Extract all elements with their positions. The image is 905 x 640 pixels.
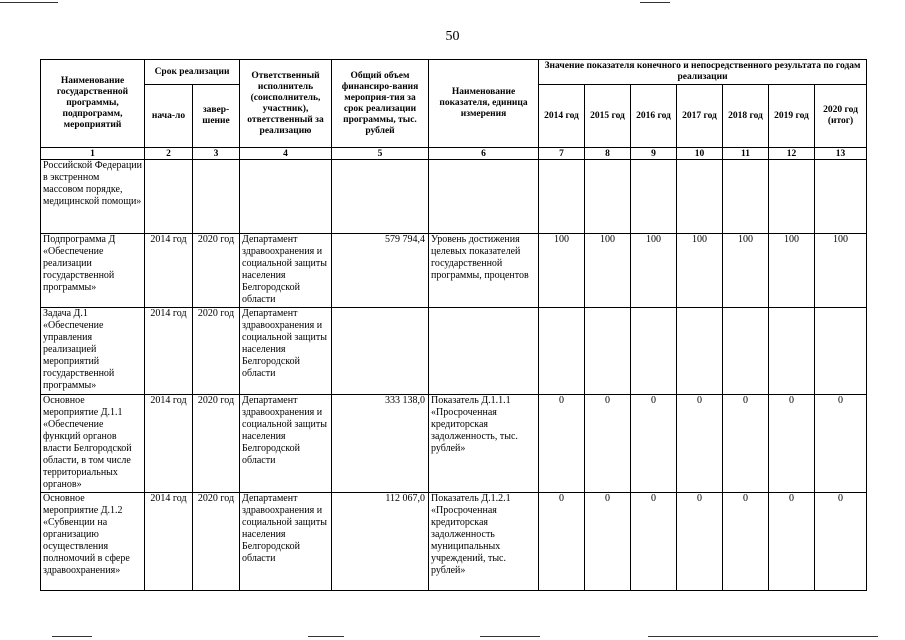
row-value	[677, 160, 723, 234]
header-start: нача-ло	[145, 85, 193, 148]
row-end: 2020 год	[193, 395, 240, 493]
row-value	[677, 308, 723, 395]
column-number: 6	[429, 148, 539, 160]
column-number: 5	[332, 148, 429, 160]
table-row	[41, 234, 867, 308]
row-value: 100	[815, 234, 867, 308]
table-row	[41, 493, 867, 591]
row-value	[769, 308, 815, 395]
row-name: Задача Д.1 «Обеспечение управления реализацией мероприятий государственной программы»	[41, 308, 145, 395]
column-number: 13	[815, 148, 867, 160]
row-value: 0	[677, 493, 723, 591]
row-budget: 333 138,0	[332, 395, 429, 493]
column-number: 8	[585, 148, 631, 160]
column-number: 12	[769, 148, 815, 160]
row-value: 0	[585, 493, 631, 591]
row-end: 2020 год	[193, 234, 240, 308]
top-left-scan-line	[0, 2, 58, 3]
header-year: 2020 год (итог)	[815, 85, 867, 148]
row-budget	[332, 308, 429, 395]
row-start: 2014 год	[145, 493, 193, 591]
header-values: Значение показателя конечного и непосредственного результата по годам реализации	[539, 60, 867, 85]
row-value: 0	[539, 493, 585, 591]
row-start: 2014 год	[145, 308, 193, 395]
row-indicator: Показатель Д.1.1.1 «Просроченная кредиторская задолженность, тыс. рублей»	[429, 395, 539, 493]
top-right-scan-line	[640, 2, 670, 3]
header-year: 2015 год	[585, 85, 631, 148]
row-end: 2020 год	[193, 308, 240, 395]
header-year: 2019 год	[769, 85, 815, 148]
row-indicator: Уровень достижения целевых показателей государственной программы, процентов	[429, 234, 539, 308]
row-responsible: Департамент здравоохранения и социальной защиты населения Белгородской области	[240, 493, 332, 591]
header-year: 2017 год	[677, 85, 723, 148]
header-year: 2018 год	[723, 85, 769, 148]
row-value: 0	[631, 493, 677, 591]
row-value	[539, 160, 585, 234]
table-row	[41, 160, 867, 234]
row-value	[769, 160, 815, 234]
page-number: 50	[445, 29, 460, 44]
row-value	[631, 308, 677, 395]
row-indicator	[429, 308, 539, 395]
row-value: 100	[631, 234, 677, 308]
row-budget: 579 794,4	[332, 234, 429, 308]
row-value: 100	[585, 234, 631, 308]
header-year: 2014 год	[539, 85, 585, 148]
row-value	[631, 160, 677, 234]
header-term: Срок реализации	[145, 60, 240, 85]
row-value: 0	[769, 493, 815, 591]
row-value	[585, 308, 631, 395]
row-name: Основное мероприятие Д.1.1 «Обеспечение функций органов власти Белгородской области, в том числе территориальных органов»	[41, 395, 145, 493]
row-value: 0	[631, 395, 677, 493]
row-end	[193, 160, 240, 234]
bottom-scan-line	[648, 636, 878, 637]
row-name: Основное мероприятие Д.1.2 «Субвенции на организацию осуществления полномочий в сфере здравоохранения»	[41, 493, 145, 591]
bottom-scan-line	[52, 636, 92, 637]
header-budget: Общий объем финансиро-вания мероприя-тия за срок реализации программы, тыс. рублей	[332, 60, 429, 148]
row-value	[723, 160, 769, 234]
program-table	[40, 59, 867, 591]
row-start	[145, 160, 193, 234]
row-responsible: Департамент здравоохранения и социальной защиты населения Белгородской области	[240, 308, 332, 395]
row-start: 2014 год	[145, 234, 193, 308]
table-row	[41, 395, 867, 493]
row-value	[723, 308, 769, 395]
row-budget	[332, 160, 429, 234]
column-number: 2	[145, 148, 193, 160]
row-indicator: Показатель Д.1.2.1 «Просроченная кредиторская задолженность муниципальных учреждений, тыс. рублей»	[429, 493, 539, 591]
header-year: 2016 год	[631, 85, 677, 148]
row-value: 100	[677, 234, 723, 308]
row-value: 0	[723, 493, 769, 591]
header-indicator: Наименование показателя, единица измерения	[429, 60, 539, 148]
header-name: Наименование государственной программы, подпрограмм, мероприятий	[41, 60, 145, 148]
row-value: 0	[815, 395, 867, 493]
column-number: 3	[193, 148, 240, 160]
column-number: 11	[723, 148, 769, 160]
row-end: 2020 год	[193, 493, 240, 591]
row-name: Российской Федерации в экстренном массовом порядке, медицинской помощи»	[41, 160, 145, 234]
row-value	[585, 160, 631, 234]
row-value: 100	[769, 234, 815, 308]
column-number: 9	[631, 148, 677, 160]
row-value: 100	[723, 234, 769, 308]
row-value: 0	[769, 395, 815, 493]
row-value: 0	[585, 395, 631, 493]
row-value	[539, 308, 585, 395]
row-value: 0	[677, 395, 723, 493]
row-name: Подпрограмма Д «Обеспечение реализации государственной программы»	[41, 234, 145, 308]
row-value	[815, 160, 867, 234]
row-value: 100	[539, 234, 585, 308]
row-responsible: Департамент здравоохранения и социальной защиты населения Белгородской области	[240, 395, 332, 493]
row-value	[815, 308, 867, 395]
column-number: 4	[240, 148, 332, 160]
row-start: 2014 год	[145, 395, 193, 493]
header-responsible: Ответственный исполнитель (соисполнитель, участник), ответственный за реализацию	[240, 60, 332, 148]
row-value: 0	[539, 395, 585, 493]
row-responsible	[240, 160, 332, 234]
column-number: 10	[677, 148, 723, 160]
row-responsible: Департамент здравоохранения и социальной защиты населения Белгородской области	[240, 234, 332, 308]
row-value: 0	[815, 493, 867, 591]
row-indicator	[429, 160, 539, 234]
header-end: завер-шение	[193, 85, 240, 148]
table-row	[41, 308, 867, 395]
row-value: 0	[723, 395, 769, 493]
column-number: 7	[539, 148, 585, 160]
column-number: 1	[41, 148, 145, 160]
bottom-scan-line	[308, 636, 344, 637]
bottom-scan-line	[480, 636, 540, 637]
row-budget: 112 067,0	[332, 493, 429, 591]
